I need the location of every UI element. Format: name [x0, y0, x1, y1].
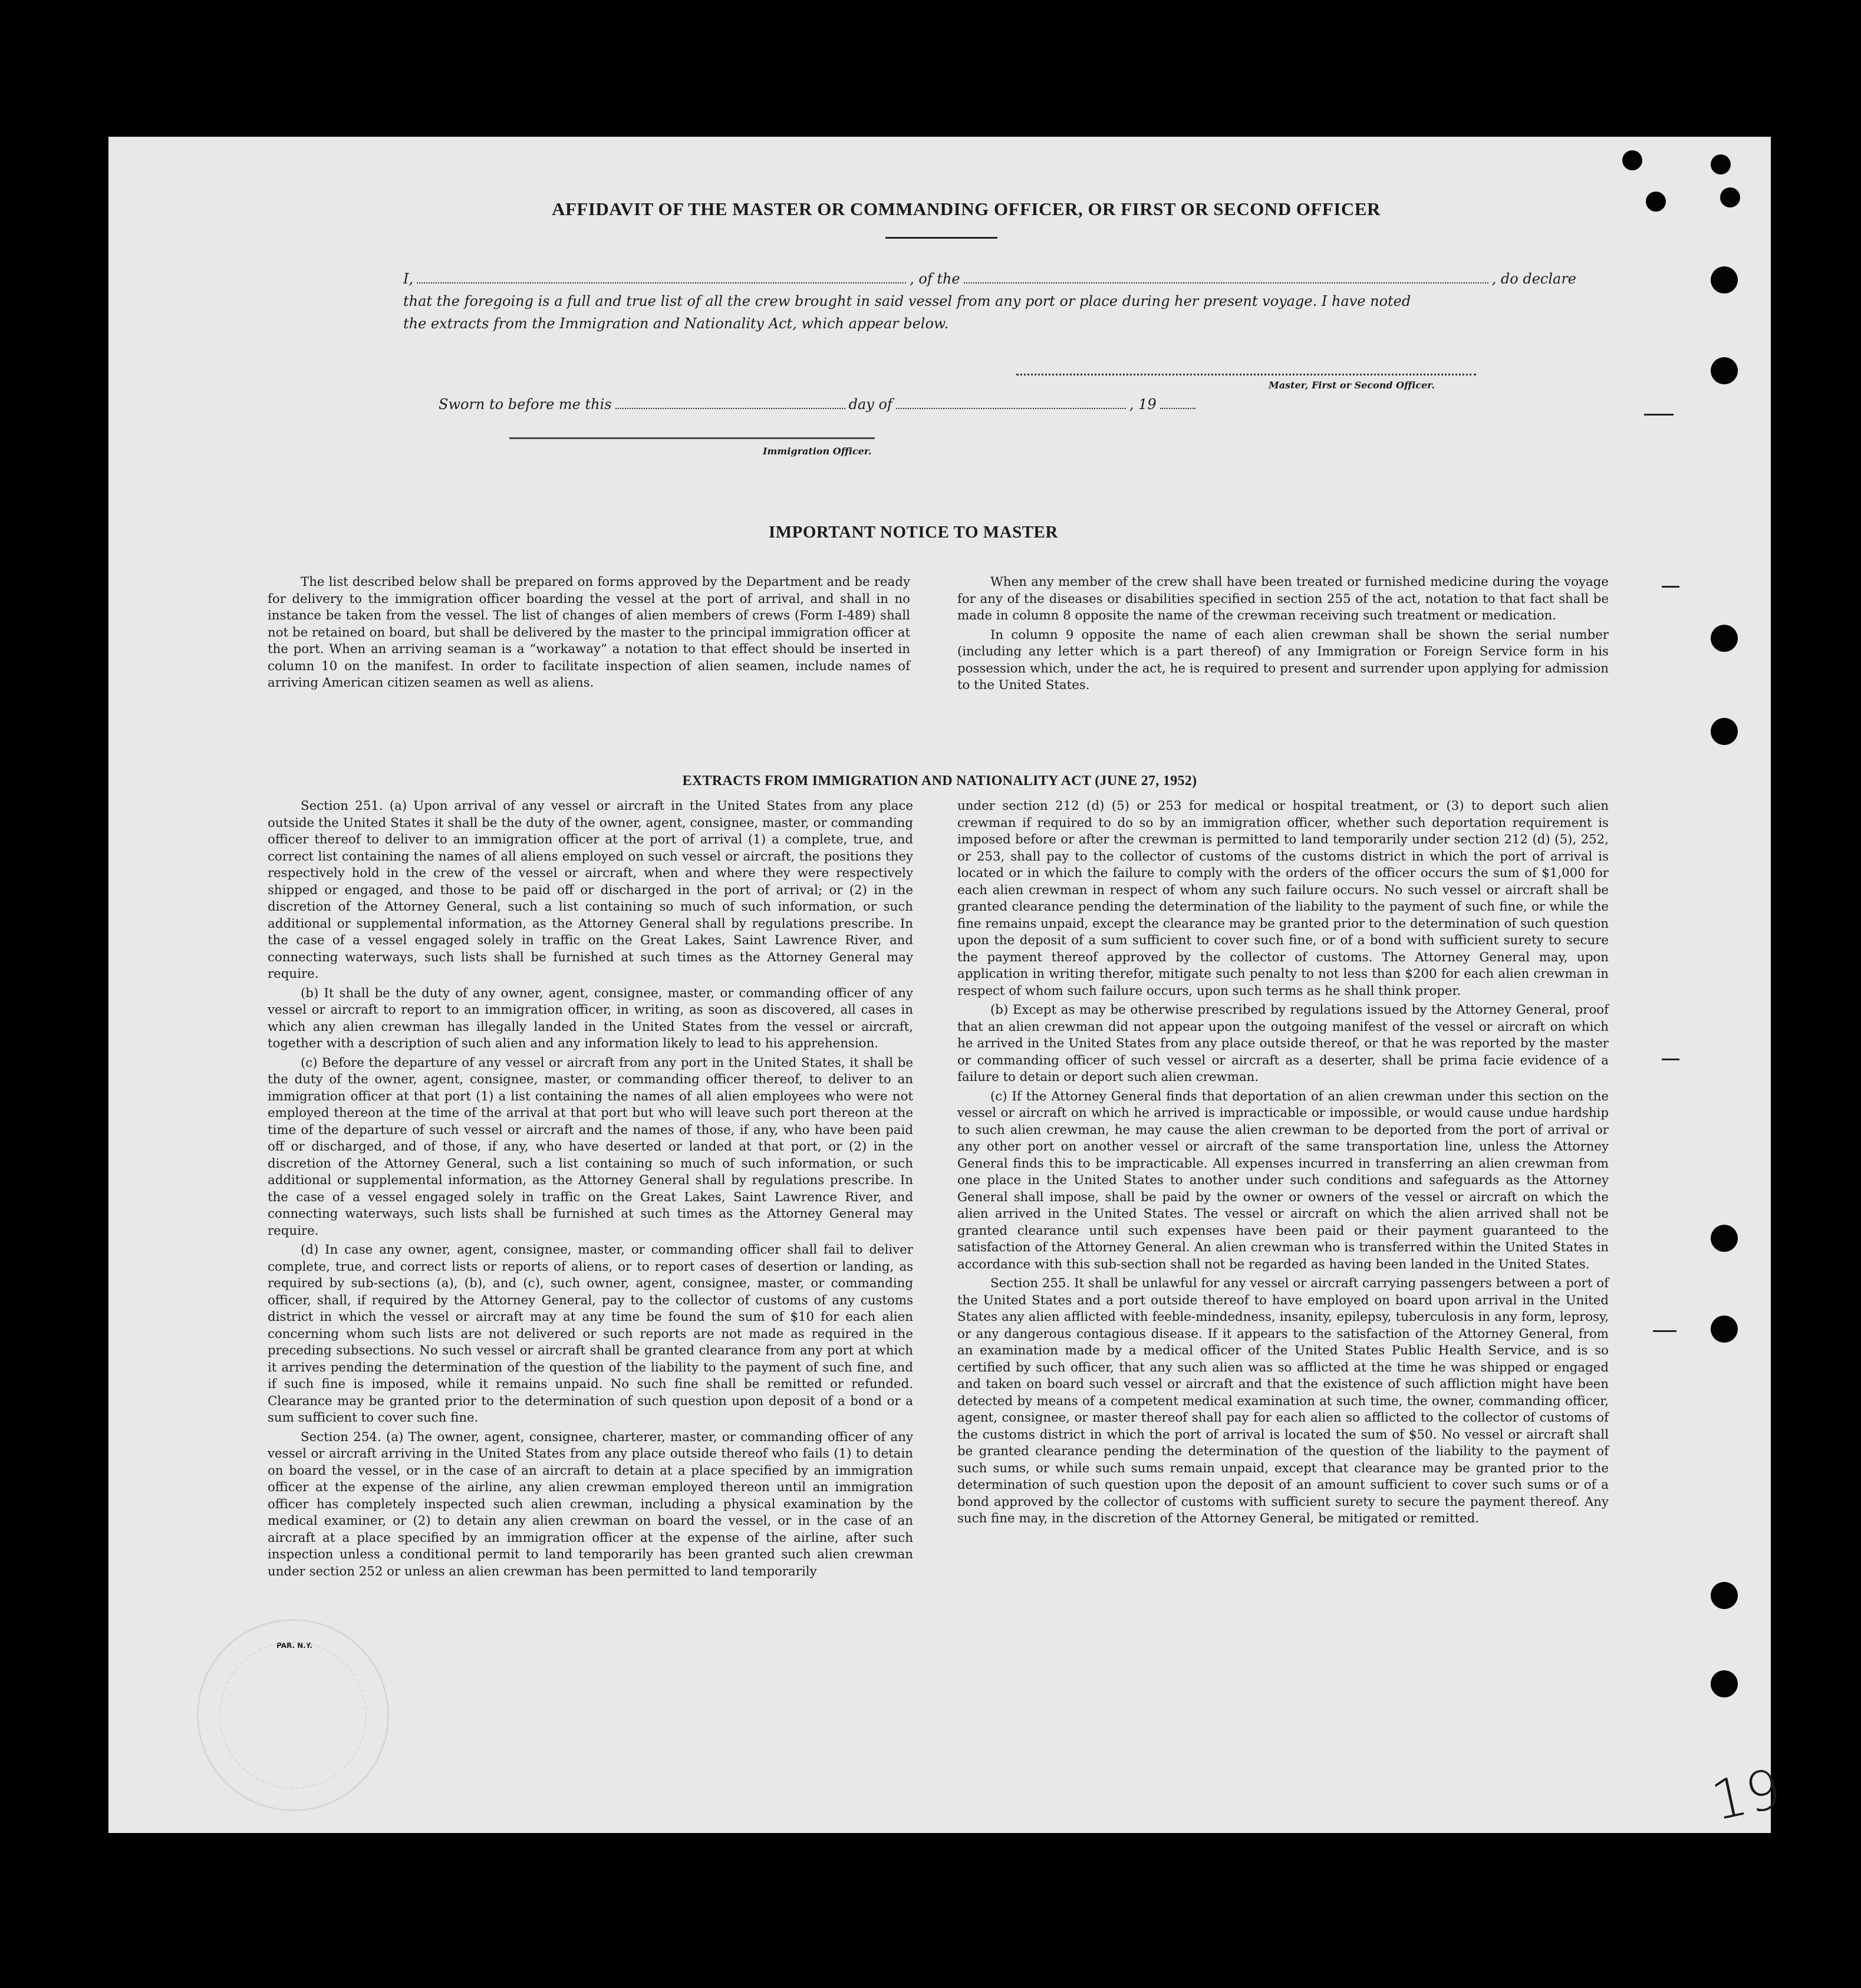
declaration-line-3: the extracts from the Immigration and Nationality Act, which appear below. — [403, 315, 949, 332]
notice-right-column — [957, 574, 1609, 697]
vessel-field[interactable] — [964, 271, 1488, 283]
binder-hole — [1711, 1670, 1738, 1697]
declaration-block — [403, 268, 1576, 335]
binder-hole — [1711, 1225, 1738, 1252]
affidavit-title: AFFIDAVIT OF THE MASTER OR COMMANDING OFFICER, OR FIRST OR SECOND OFFICER — [552, 199, 1381, 219]
notice-paragraph: When any member of the crew shall have been treated or furnished medicine during the voyage for any of the diseases or disabilities specified in section 255 of the act, notation to that fact shall be made in column 8 opposite the name of the crewman receiving such treatment or medication. — [957, 575, 1609, 623]
notice-title: IMPORTANT NOTICE TO MASTER — [769, 523, 1058, 542]
sworn-line — [439, 396, 1335, 413]
embossed-seal — [197, 1619, 389, 1811]
sworn-day-of: day of — [848, 396, 892, 413]
declaration-of-the: , of the — [910, 271, 960, 287]
sworn-year-prefix: , 19 — [1129, 396, 1157, 413]
extract-paragraph: (c) Before the departure of any vessel or aircraft from any port in the United States, it shall be the duty of the owner, agent, consignee, master, or commanding officer thereof, to deliver to an immigration officer at that port (1) a list containing the names of all alien employees who were not employed thereon at the time of the arrival at that port but who will leave such port thereon at the time of the departure of such vessel or aircraft and the names of those, if any, who have been paid off or discharged, and of those, if any, who have deserted or landed at that port, or (2) in the discretion of the Attorney General, such a list containing so much of such information, or such additional or supplemental information, as the Attorney General shall by regulations prescribe. In the case of a vessel engaged solely in traffic on the Great Lakes, Saint Lawrence River, and connecting waterways, such lists shall be furnished at such times as the Attorney General may require. — [268, 1055, 913, 1238]
extract-paragraph: Section 251. (a) Upon arrival of any vessel or aircraft in the United States from any place outside the United States it shall be the duty of the owner, agent, consignee, master, or commanding officer thereof to deliver to an immigration officer at the port of arrival (1) a complete, true, and correct list containing the names of all aliens employed on such vessel or aircraft, the positions they respectively hold in the crew of the vessel or aircraft, when and where they were respectively shipped or engaged, and those to be paid off or discharged in the port of arrival; or (2) in the discretion of the Attorney General, such a list containing so much of such information, or such additional or supplemental information, as the Attorney General shall by regulations prescribe. In the case of a vessel engaged solely in traffic on the Great Lakes, Saint Lawrence River, and connecting waterways, such lists shall be furnished at such times as the Attorney General may require. — [268, 799, 913, 981]
extracts-right-column — [957, 798, 1609, 1530]
sworn-year-field[interactable] — [1160, 396, 1195, 409]
binder-hole — [1711, 266, 1738, 294]
handwritten-page-number: 19 — [1706, 1756, 1787, 1834]
notice-left-column — [268, 574, 910, 694]
binder-hole — [1711, 1582, 1738, 1609]
master-signature-label: Master, First or Second Officer. — [1269, 380, 1435, 391]
margin-tick — [1662, 586, 1679, 588]
extract-paragraph: under section 212 (d) (5) or 253 for medical or hospital treatment, or (3) to deport such alien crewman if required to do so by an immigration officer, whether such deportation requirement is imposed before or after the crewman is permitted to land temporarily under section 212 (d) (5), 252, or 253, shall pay to the collector of customs of the customs district in which the port of arrival is located or in which the failure to comply with the orders of the officer occurs the sum of $1,000 for each alien crewman in respect of whom any such failure occurs. No such vessel or aircraft shall be granted clearance pending the determination of the liability to the payment of such fine, or while the fine remains unpaid, except the clearance may be granted prior to the determination of such question upon the deposit of a sum sufficient to cover such fine, or of a bond with sufficient surety to secure the payment thereof approved by the collector of customs. The Attorney General may, upon application in writing therefor, mitigate such penalty to not less than $200 for each alien crewman in respect of whom such failure occurs, upon such terms as he shall think proper. — [957, 799, 1609, 998]
officer-signature-label: Immigration Officer. — [763, 446, 872, 457]
binder-hole — [1711, 1316, 1738, 1343]
binder-hole — [1711, 357, 1738, 384]
form-sheet — [108, 137, 1787, 1834]
extract-paragraph: Section 254. (a) The owner, agent, consignee, charterer, master, or commanding officer of any vessel or aircraft arriving in the United States from any place outside thereof who fails (1) to detain on board the vessel, or in the case of an aircraft to detain at a place specified by an immigration officer at the expense of the airline, any alien crewman employed thereon until an immigration officer has completely inspected such alien crewman, including a physical examination by the medical examiner, or (2) to detain any alien crewman on board the vessel, or in the case of an aircraft at a place specified by an immigration officer at the expense of the airline, after such inspection unless a conditional permit to land temporarily has been granted such alien crewman under section 252 or unless an alien crewman has been permitted to land temporarily — [268, 1429, 913, 1579]
extract-paragraph: (d) In case any owner, agent, consignee, master, or commanding officer shall fail to deliver complete, true, and correct lists or reports of aliens, or to report cases of desertion or landing, as required by sub-sections (a), (b), and (c), such owner, agent, consignee, master, or commanding officer, shall, if required by the Attorney General, pay to the collector of customs of any customs district in which the vessel or aircraft may at any time be found the sum of $10 for each alien concerning whom such lists are not delivered or such reports are not made as required in the preceding subsections. No such vessel or aircraft shall be granted clearance from any port at which it arrives pending the determination of the question of the liability to the payment of such fine, and if such fine is imposed, while it remains unpaid. No such fine shall be remitted or refunded. Clearance may be granted prior to the determination of such question upon deposit of a bond or a sum sufficient to cover such fine. — [268, 1242, 913, 1425]
sworn-month-field[interactable] — [896, 396, 1126, 409]
binder-hole — [1646, 192, 1666, 212]
binder-hole — [1720, 187, 1740, 207]
extract-paragraph: Section 255. It shall be unlawful for any vessel or aircraft carrying passengers between a port of the United States and a port outside thereof to have employed on board upon arrival in the United States any alien afflicted with feeble-mindedness, insanity, epilepsy, tuberculosis in any form, leprosy, or any dangerous contagious disease. If it appears to the satisfaction of the Attorney General, from an examination made by a medical officer of the United States Public Health Service, and is so certified by such officer, that any such alien was so afflicted at the time he was shipped or engaged and taken on board such vessel or aircraft and that the existence of such affliction might have been detected by means of a competent medical examination at such time, the owner, commanding officer, agent, consignee, or master thereof shall pay for each alien so afflicted to the collector of customs of the customs district in which the port of arrival is located the sum of $50. No vessel or aircraft shall be granted clearance pending the determination of the question of the liability to the payment of such sums, or while such sums remain unpaid, except that clearance may be granted prior to the determination of such question upon the deposit of an amount sufficient to cover such sums or of a bond approved by the collector of customs with sufficient surety to secure the payment thereof. Any such fine may, in the discretion of the Attorney General, be mitigated or remitted. — [957, 1276, 1609, 1526]
margin-tick — [1662, 1059, 1679, 1060]
binder-hole — [1622, 150, 1642, 170]
notice-paragraph: In column 9 opposite the name of each alien crewman shall be shown the serial number (including any letter which is a part thereof) of any Immigration or Foreign Service form in his possession which, under the act, he is required to present and surrender upon applying for admission to the United States. — [957, 627, 1609, 693]
extract-paragraph: (b) It shall be the duty of any owner, agent, consignee, master, or commanding officer of any vessel or aircraft to report to an immigration officer, in writing, as soon as discovered, all cases in which any alien crewman has illegally landed in the United States from the vessel or aircraft, together with a description of such alien and any information likely to lead to his apprehension. — [268, 985, 913, 1051]
margin-tick — [1653, 1330, 1676, 1332]
declaration-line-2: that the foregoing is a full and true list of all the crew brought in said vessel from any port or place during her present voyage. I have noted — [403, 293, 1411, 309]
officer-signature-line[interactable] — [509, 436, 875, 439]
binder-hole — [1711, 718, 1738, 745]
declaration-line-1 — [403, 268, 1576, 290]
declaration-i: I, — [403, 271, 414, 287]
printer-mark: PAR. N.Y. — [276, 1641, 313, 1650]
sworn-day-field[interactable] — [615, 396, 845, 409]
declaration-declare: , do declare — [1491, 271, 1576, 287]
title-rule — [885, 237, 997, 239]
extracts-left-column — [268, 798, 913, 1583]
notice-paragraph: The list described below shall be prepared on forms approved by the Department and be ready for delivery to the immigration officer boarding the vessel at the port of arrival, and shall in no instance be taken from the vessel. The list of changes of alien members of crews (Form I-489) shall not be retained on board, but shall be delivered by the master to the principal immigration officer at the port. When an arriving seaman is a “workaway” a notation to that effect should be inserted in column 10 on the manifest. In order to facilitate inspection of alien seamen, include names of arriving American citizen seamen as well as aliens. — [268, 575, 910, 690]
margin-tick — [1644, 414, 1674, 416]
binder-hole — [1711, 625, 1738, 652]
name-field[interactable] — [417, 271, 906, 283]
sworn-prefix: Sworn to before me this — [439, 396, 612, 413]
extract-paragraph: (b) Except as may be otherwise prescribed by regulations issued by the Attorney General, proof that an alien crewman did not appear upon the outgoing manifest of the vessel or aircraft on which he arrived in the United States from any place outside thereof, or that he was reported by the master or commanding officer of such vessel or aircraft as a deserter, shall be prima facie evidence of a failure to detain or deport such alien crewman. — [957, 1003, 1609, 1084]
extract-paragraph: (c) If the Attorney General finds that deportation of an alien crewman under this section on the vessel or aircraft on which he arrived is impracticable or impossible, or would cause undue hardship to such alien crewman, he may cause the alien crewman to be deported from the port of arrival or any other port on another vessel or aircraft of the same transportation line, unless the Attorney General finds this to be impracticable. All expenses incurred in transferring an alien crewman from one place in the United States to another under such conditions and safeguards as the Attorney General shall impose, shall be paid by the owner or owners of the vessel or aircraft on which the alien arrived in the United States. The vessel or aircraft on which the alien arrived shall not be granted clearance until such expenses have been paid or their payment guaranteed to the satisfaction of the Attorney General. An alien crewman who is transferred within the United States in accordance with this sub-section shall not be regarded as having been landed in the United States. — [957, 1089, 1609, 1272]
extracts-title: EXTRACTS FROM IMMIGRATION AND NATIONALITY ACT (JUNE 27, 1952) — [682, 773, 1197, 789]
master-signature-line[interactable] — [1016, 372, 1476, 375]
binder-hole — [1711, 154, 1731, 174]
